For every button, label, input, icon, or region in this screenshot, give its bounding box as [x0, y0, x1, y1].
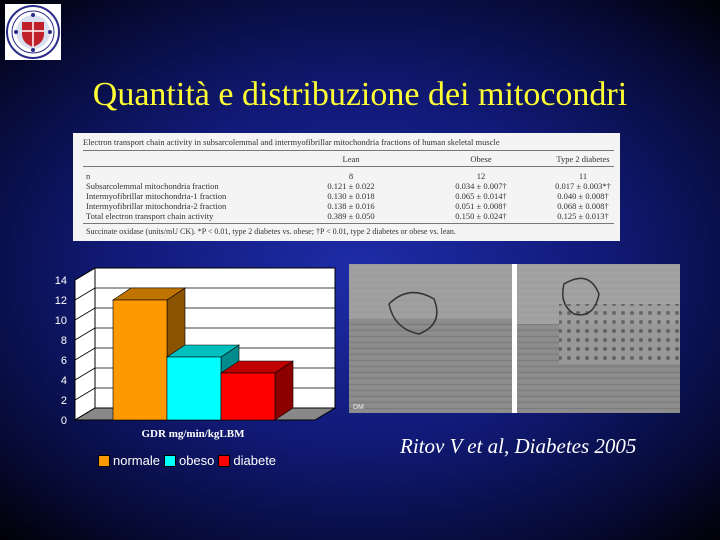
- table-cell: 0.130 ± 0.018: [327, 191, 375, 201]
- legend-label: obeso: [178, 453, 215, 468]
- table-cell: 8: [348, 171, 354, 181]
- table-cell: 0.125 ± 0.013†: [557, 211, 609, 221]
- table-cell: 0.065 ± 0.014†: [455, 191, 507, 201]
- table-header-obese: Obese: [470, 154, 492, 164]
- bar-normale: [113, 300, 167, 420]
- university-seal-logo: [5, 4, 61, 60]
- table-cell: 0.150 ± 0.024†: [455, 211, 507, 221]
- table-footnote: Succinate oxidase (units/mU CK). *P < 0.01, type 2 diabetes vs. obese; †P < 0.01, type 2 diabetes or obese vs. lean.: [86, 227, 456, 236]
- y-tick-label: 4: [60, 375, 67, 387]
- table-cell: 0.121 ± 0.022: [327, 181, 375, 191]
- citation-text: Ritov V et al, Diabetes 2005: [400, 434, 637, 458]
- legend-item-normale: [98, 453, 160, 468]
- bar-obeso: [167, 357, 221, 420]
- chart-legend: [98, 453, 280, 468]
- bar-diabete: [221, 373, 275, 420]
- table-cell: Intermyofibrillar mitochondria-2 fraction: [86, 201, 227, 211]
- table-cell: 0.034 ± 0.007†: [455, 181, 507, 191]
- table-cell: Intermyofibrillar mitochondria-1 fraction: [86, 191, 227, 201]
- table-caption: Electron transport chain activity in subsarcolemmal and intermyofibrillar mitochondria fractions of human skeletal muscle: [83, 137, 500, 147]
- slide-title: Quantità e distribuzione dei mitocondri: [92, 76, 628, 113]
- micrograph-label: DM: [353, 404, 364, 411]
- electron-micrograph-image: [349, 264, 680, 413]
- data-table-panel: [73, 133, 620, 241]
- y-tick-label: 10: [54, 315, 67, 327]
- table-cell: 0.040 ± 0.008†: [557, 191, 609, 201]
- y-tick-label: 6: [60, 355, 67, 367]
- legend-swatch: [218, 455, 230, 467]
- table-rule: [83, 223, 614, 224]
- table-header-t2d: Type 2 diabetes: [556, 154, 610, 164]
- y-tick-label: 8: [60, 335, 67, 347]
- chart-x-axis-label: GDR mg/min/kgLBM: [141, 428, 245, 440]
- legend-label: diabete: [233, 453, 277, 468]
- legend-item-obeso: [164, 453, 214, 468]
- table-cell: 0.017 ± 0.003*†: [555, 181, 611, 191]
- y-tick-label: 12: [54, 295, 67, 307]
- y-tick-label: 2: [60, 395, 67, 407]
- table-cell: n: [86, 171, 91, 181]
- table-cell: 0.138 ± 0.016: [327, 201, 375, 211]
- legend-swatch: [98, 455, 110, 467]
- legend-swatch: [164, 455, 176, 467]
- table-rule: [83, 150, 614, 151]
- y-tick-label: 0: [60, 415, 67, 427]
- table-cell: 11: [578, 171, 588, 181]
- table-rule: [83, 166, 614, 167]
- table-cell: 0.389 ± 0.050: [327, 211, 375, 221]
- y-tick-label: 14: [54, 275, 67, 287]
- table-cell: 0.068 ± 0.008†: [557, 201, 609, 211]
- table-cell: Subsarcolemmal mitochondria fraction: [86, 181, 219, 191]
- legend-label: normale: [113, 453, 160, 468]
- table-cell: Total electron transport chain activity: [86, 211, 214, 221]
- chart-side-wall: [75, 268, 95, 420]
- table-cell: 12: [476, 171, 486, 181]
- table-header-lean: Lean: [342, 154, 360, 164]
- table-cell: 0.051 ± 0.008†: [455, 201, 507, 211]
- legend-item-diabete: [218, 453, 276, 468]
- gdr-bar-chart: [40, 262, 340, 427]
